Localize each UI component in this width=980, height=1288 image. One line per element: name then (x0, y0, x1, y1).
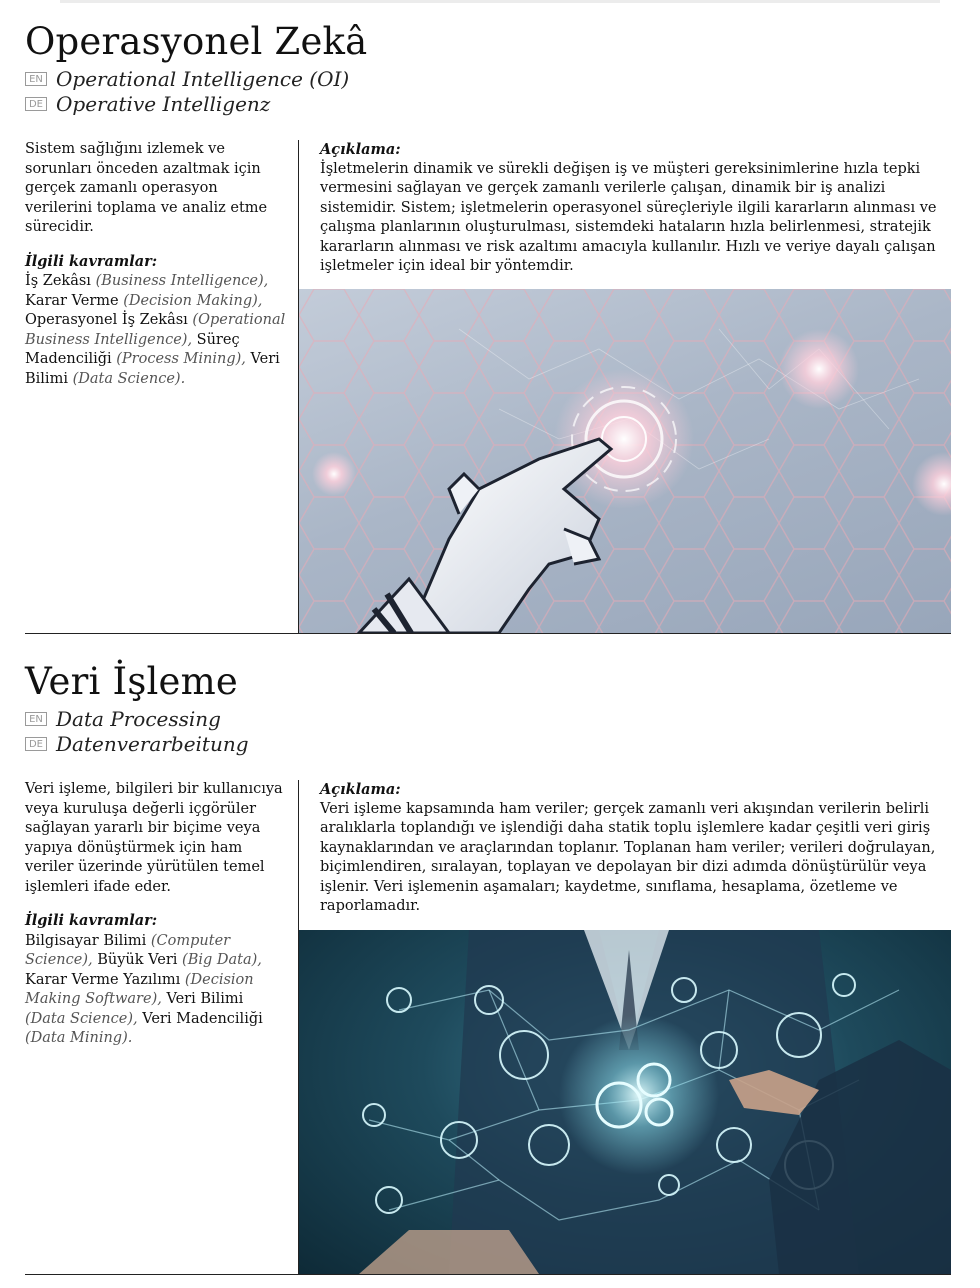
related-translation: (Data Science) (72, 370, 181, 387)
translation-en (25, 66, 349, 91)
related-term: İş Zekâsı (25, 273, 91, 289)
related-term: Veri Bilimi (166, 991, 244, 1007)
translation-de (25, 91, 270, 116)
related-separator: . (127, 1030, 133, 1046)
related-separator: , (257, 952, 262, 968)
related-translation: (Big Data) (182, 952, 258, 968)
related-term: Veri Bilimi (25, 351, 280, 387)
related-translation: (Decision Making Software) (25, 971, 254, 1007)
robot-hand-graphic (299, 289, 951, 633)
glossary-entry-data-processing (25, 658, 951, 1275)
related-separator: , (132, 1010, 143, 1027)
term-title: Operasyonel Zekâ (25, 20, 368, 63)
definition: Sistem sağlığını izlemek ve sorunları önceden azaltmak için gerçek zamanlı operasyon verilerini toplama ve analiz etme sürecidir. (25, 141, 268, 235)
right-column (320, 780, 951, 917)
related-term: Operasyonel İş Zekâsı (25, 312, 188, 328)
top-rule (60, 0, 940, 3)
left-column (25, 140, 287, 389)
description-label: Açıklama: (320, 781, 401, 798)
related-term: Büyük Veri (97, 952, 178, 968)
lang-badge-de: DE (25, 737, 47, 751)
related-translation: (Business Intelligence) (95, 273, 264, 289)
related-separator: , (263, 273, 269, 289)
lang-badge-en: EN (25, 72, 47, 86)
description-text: İşletmelerin dinamik ve sürekli değişen iş ve müşteri gereksinimlerine hızla tepki vermesini sağlayan ve gerçek zamanlı verilerle çalışan, dinamik bir iş analizi sistemidir. Sistem; işletmelerin operasyonel süreçleriyle ilgili kararların alınması ve çalışma planlarının oluşturulması, sistemdeki hataların hızla belirlenmesi, stratejik kararların alınması ve risk azaltımı amacıyla kullanılır. Hızlı ve veriye dayalı çalışan işletmeler için ideal bir yöntemdir. (320, 160, 937, 274)
description-text: Veri işleme kapsamında ham veriler; gerçek zamanlı veri akışından verilerin belirli aralıklarla toplandığı ve işlendiği daha statik toplu işlemlere kadar çeşitli veri giriş kaynaklarından ve araçlarından toplanır. Toplanan ham veriler; verileri doğrulayan, biçimlendiren, sıralayan, toplayan ve depolayan bir dizi adımda dönüştürülür veya işlenir. Veri işlemenin aşamaları; kaydetme, sınıflama, hesaplama, özetleme ve raporlamadır. (320, 800, 936, 914)
related-concepts (25, 911, 287, 1049)
robot-hand-illustration (299, 289, 951, 633)
translation-text-en: Data Processing (56, 706, 221, 731)
related-separator: . (180, 370, 186, 387)
data-network-graphic (299, 930, 951, 1274)
related-translation: (Decision Making) (123, 292, 258, 309)
related-separator: , (157, 991, 167, 1007)
related-translation: (Computer Science) (25, 932, 231, 968)
related-term: Karar Verme Yazılımı (25, 971, 181, 988)
related-term: Bilgisayar Bilimi (25, 932, 147, 949)
related-separator: , (87, 952, 98, 968)
term-title: Veri İşleme (25, 660, 239, 703)
related-separator: , (241, 351, 251, 367)
related-translation: (Operational Business Intelligence) (25, 312, 286, 348)
entry-bottom-rule (25, 633, 951, 634)
translation-de (25, 731, 249, 756)
description-label: Açıklama: (320, 141, 401, 158)
left-column (25, 780, 287, 1049)
glossary-entry-operational-intelligence (25, 18, 951, 634)
related-term: Veri Madenciliği (142, 1010, 263, 1027)
related-heading: İlgili kavramlar: (25, 912, 158, 929)
related-heading: İlgili kavramlar: (25, 252, 158, 270)
related-translation: (Data Science) (25, 1010, 133, 1027)
definition: Veri işleme, bilgileri bir kullanıcıya veya kuruluşa değerli içgörüler sağlayan yararlı bir biçime veya yapıya dönüştürmek için ham veriler üzerinde yürütülen temel işlemleri ifade eder. (25, 781, 283, 895)
right-column (320, 140, 951, 277)
translation-text-en: Operational Intelligence (OI) (56, 66, 350, 91)
related-term: Karar Verme (25, 292, 119, 309)
business-data-network-illustration (299, 930, 951, 1274)
related-separator: , (257, 292, 263, 309)
translation-text-de: Datenverarbeitung (56, 731, 249, 756)
translation-text-de: Operative Intelligenz (56, 91, 271, 116)
related-concepts (25, 252, 287, 390)
related-translation: (Data Mining) (25, 1030, 128, 1046)
lang-badge-de: DE (25, 97, 47, 111)
translation-en (25, 706, 221, 731)
lang-badge-en: EN (25, 712, 47, 726)
entry-bottom-rule (25, 1274, 951, 1275)
related-separator: , (187, 331, 197, 348)
related-term: Süreç Madenciliği (25, 331, 240, 367)
related-translation: (Process Mining) (116, 351, 242, 367)
